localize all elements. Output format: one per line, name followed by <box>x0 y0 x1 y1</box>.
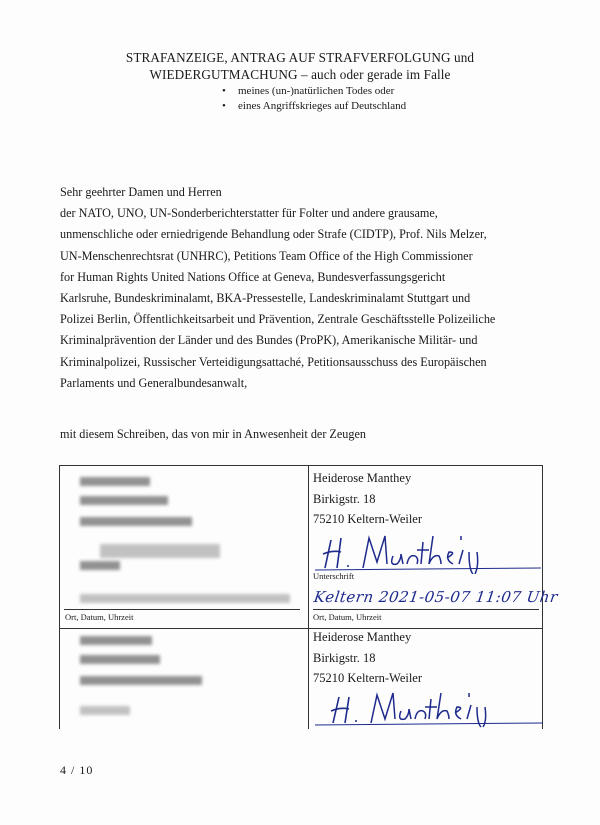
body-line: for Human Rights United Nations Office at Geneva, Bundesverfassungsgericht <box>60 269 446 284</box>
body-line: Kriminalprävention der Länder und des Bundes (ProPK), Amerikanische Militär- und <box>60 333 478 348</box>
intro-sentence: mit diesem Schreiben, das von mir in Anwesenheit der Zeugen <box>60 427 366 441</box>
redacted-text <box>80 477 150 486</box>
body-line: UN-Menschenrechtsrat (UNHRC), Petitions Team Office of the High Commissioner <box>60 248 473 263</box>
body-line: der NATO, UNO, UN-Sonderberichterstatter für Folter und andere grausame, <box>60 206 438 221</box>
title-line-1: STRAFANZEIGE, ANTRAG AUF STRAFVERFOLGUNG und <box>125 50 475 65</box>
redacted-text <box>80 496 168 505</box>
body-line: Parlaments und Generalbundesanwalt, <box>60 375 248 390</box>
page-number: 4 / 10 <box>60 763 94 777</box>
signer-street: Birkigstr. 18 <box>313 491 376 506</box>
witness-cell-signer <box>309 466 559 629</box>
redacted-text <box>80 655 160 664</box>
body-line: unmenschliche oder erniedrigende Behandlung oder Strafe (CIDTP), Prof. Nils Melzer, <box>60 227 487 242</box>
place-date-time-label: Ort, Datum, Uhrzeit <box>313 612 382 622</box>
underline <box>313 609 539 610</box>
handwritten-signature <box>311 689 545 729</box>
title-line-2: WIEDERGUTMACHUNG – auch oder gerade im Falle <box>149 67 451 82</box>
underline <box>64 609 300 610</box>
witness-row <box>60 466 543 629</box>
signer-name: Heiderose Manthey <box>313 630 412 644</box>
body-line: Kriminalpolizei, Russischer Verteidigungsattaché, Petitionsausschuss des Europäischen <box>60 354 487 369</box>
redacted-text <box>80 636 152 645</box>
bullet-item: • eines Angriffskrieges auf Deutschland <box>222 99 406 114</box>
bullet-item: • meines (un-)natürlichen Todes oder <box>222 84 406 99</box>
signer-city: 75210 Keltern-Weiler <box>313 671 423 685</box>
body-line: Karlsruhe, Bundeskriminalamt, BKA-Pressestelle, Landeskriminalamt Stuttgart und <box>60 291 471 306</box>
redacted-text <box>80 706 130 715</box>
document-title <box>60 49 540 83</box>
witness-cell-signer <box>309 629 543 730</box>
witness-row <box>60 629 543 730</box>
handwritten-date: Keltern 2021-05-07 11:07 Uhr <box>312 588 559 606</box>
redacted-text <box>80 594 290 603</box>
signature-label: Unterschrift <box>313 571 355 581</box>
redacted-text <box>80 561 120 570</box>
place-date-time-label: Ort, Datum, Uhrzeit <box>65 612 134 622</box>
redacted-text <box>80 676 202 685</box>
signer-name: Heiderose Manthey <box>313 471 412 485</box>
witness-cell-redacted <box>60 466 309 629</box>
signer-city: 75210 Keltern-Weiler <box>313 512 423 526</box>
title-bullet-list <box>222 84 406 114</box>
signer-address <box>313 627 422 689</box>
signer-address <box>313 468 422 530</box>
handwritten-signature <box>311 530 545 574</box>
salutation-paragraph <box>60 182 550 394</box>
witness-table <box>59 465 559 729</box>
witness-cell-redacted <box>60 629 309 730</box>
body-line: Sehr geehrter Damen und Herren <box>60 185 222 199</box>
redacted-text <box>80 517 192 526</box>
body-line: Polizei Berlin, Öffentlichkeitsarbeit und Prävention, Zentrale Geschäftsstelle Polizeiliche <box>60 312 496 327</box>
redacted-signature <box>100 544 220 558</box>
signer-street: Birkigstr. 18 <box>313 650 376 665</box>
